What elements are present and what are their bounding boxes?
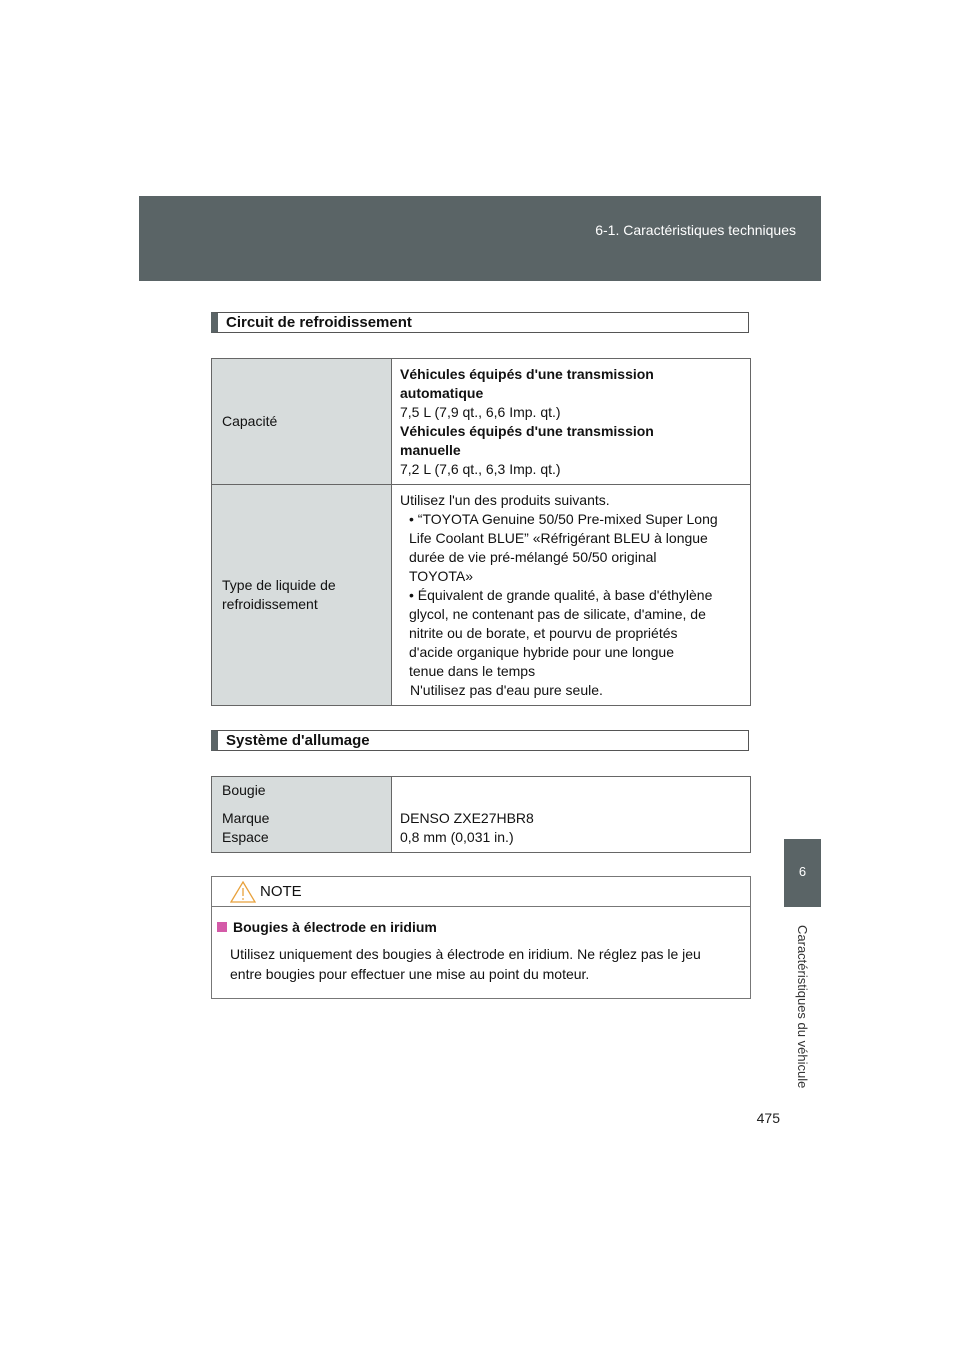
- brand-value: DENSO ZXE27HBR8: [400, 810, 534, 826]
- note-box: [211, 876, 751, 999]
- table-row: [212, 359, 751, 485]
- note-title: Bougies à électrode en iridium: [233, 919, 437, 935]
- coolant-footer: N'utilisez pas d'eau pure seule.: [410, 681, 603, 698]
- note-header: [212, 877, 750, 907]
- page-number: 475: [756, 1110, 780, 1126]
- spark-plug-values: [392, 777, 751, 853]
- chapter-side-label: [784, 912, 821, 1102]
- bullet1-line: • “TOYOTA Genuine 50/50 Pre-mixed Super Long: [409, 510, 718, 527]
- note-text: [230, 944, 744, 984]
- coolant-label-line2: refroidissement: [222, 596, 318, 612]
- chapter-tab-number[interactable]: 6: [784, 839, 821, 907]
- chapter-title: 6-1. Caractéristiques techniques: [595, 222, 796, 238]
- brand-label: Marque: [222, 810, 270, 826]
- coolant-label-line1: Type de liquide de: [222, 577, 336, 593]
- bullet2-line: nitrite ou de borate, et pourvu de propriétés: [409, 624, 678, 641]
- pink-square-bullet-icon: [217, 922, 227, 932]
- coolant-intro: Utilisez l'un des produits suivants.: [400, 491, 610, 508]
- auto-title-line1: Véhicules équipés d'une transmission: [400, 365, 654, 382]
- manual-title-line1: Véhicules équipés d'une transmission: [400, 422, 654, 439]
- bullet1-line: TOYOTA»: [409, 567, 474, 584]
- warning-triangle-icon: [230, 881, 256, 903]
- coolant-bullet-2: [400, 586, 742, 681]
- auto-capacity: 7,5 L (7,9 qt., 6,6 Imp. qt.): [400, 403, 561, 420]
- bullet2-line: d'acide organique hybride pour une longue: [409, 643, 674, 660]
- bullet2-line: • Équivalent de grande qualité, à base d'éthylène: [409, 586, 713, 603]
- spark-plug-label: Bougie: [222, 782, 266, 798]
- table-row: [212, 777, 751, 853]
- capacity-label: Capacité: [212, 359, 392, 485]
- coolant-bullet-1: [400, 510, 742, 586]
- coolant-type-value: [392, 485, 751, 706]
- spark-plug-labels: [212, 777, 392, 853]
- cooling-section-title: Circuit de refroidissement: [211, 312, 749, 333]
- note-heading: NOTE: [260, 883, 302, 900]
- note-text-line: entre bougies pour effectuer une mise au point du moteur.: [230, 966, 590, 982]
- manual-capacity: 7,2 L (7,6 qt., 6,3 Imp. qt.): [400, 460, 561, 477]
- bullet2-line: glycol, ne contenant pas de silicate, d'amine, de: [409, 605, 706, 622]
- ignition-spec-table: [211, 776, 751, 853]
- capacity-value: [392, 359, 751, 485]
- coolant-type-label: [212, 485, 392, 706]
- ignition-section-title: Système d'allumage: [211, 730, 749, 751]
- bullet1-line: Life Coolant BLUE” «Réfrigérant BLEU à longue: [409, 529, 708, 546]
- bullet2-line: tenue dans le temps: [409, 662, 536, 679]
- cooling-spec-table: [211, 358, 751, 706]
- auto-title-line2: automatique: [400, 384, 484, 401]
- manual-title-line2: manuelle: [400, 441, 461, 458]
- chapter-header-band: [139, 196, 821, 281]
- bullet1-line: durée de vie pré-mélangé 50/50 original: [409, 548, 657, 565]
- chapter-side-label-text: Caractéristiques du véhicule: [795, 925, 810, 1089]
- note-title-row: [217, 919, 750, 935]
- note-text-line: Utilisez uniquement des bougies à électrode en iridium. Ne réglez pas le jeu: [230, 946, 701, 962]
- gap-value: 0,8 mm (0,031 in.): [400, 829, 514, 845]
- table-row: [212, 485, 751, 706]
- gap-label: Espace: [222, 829, 269, 845]
